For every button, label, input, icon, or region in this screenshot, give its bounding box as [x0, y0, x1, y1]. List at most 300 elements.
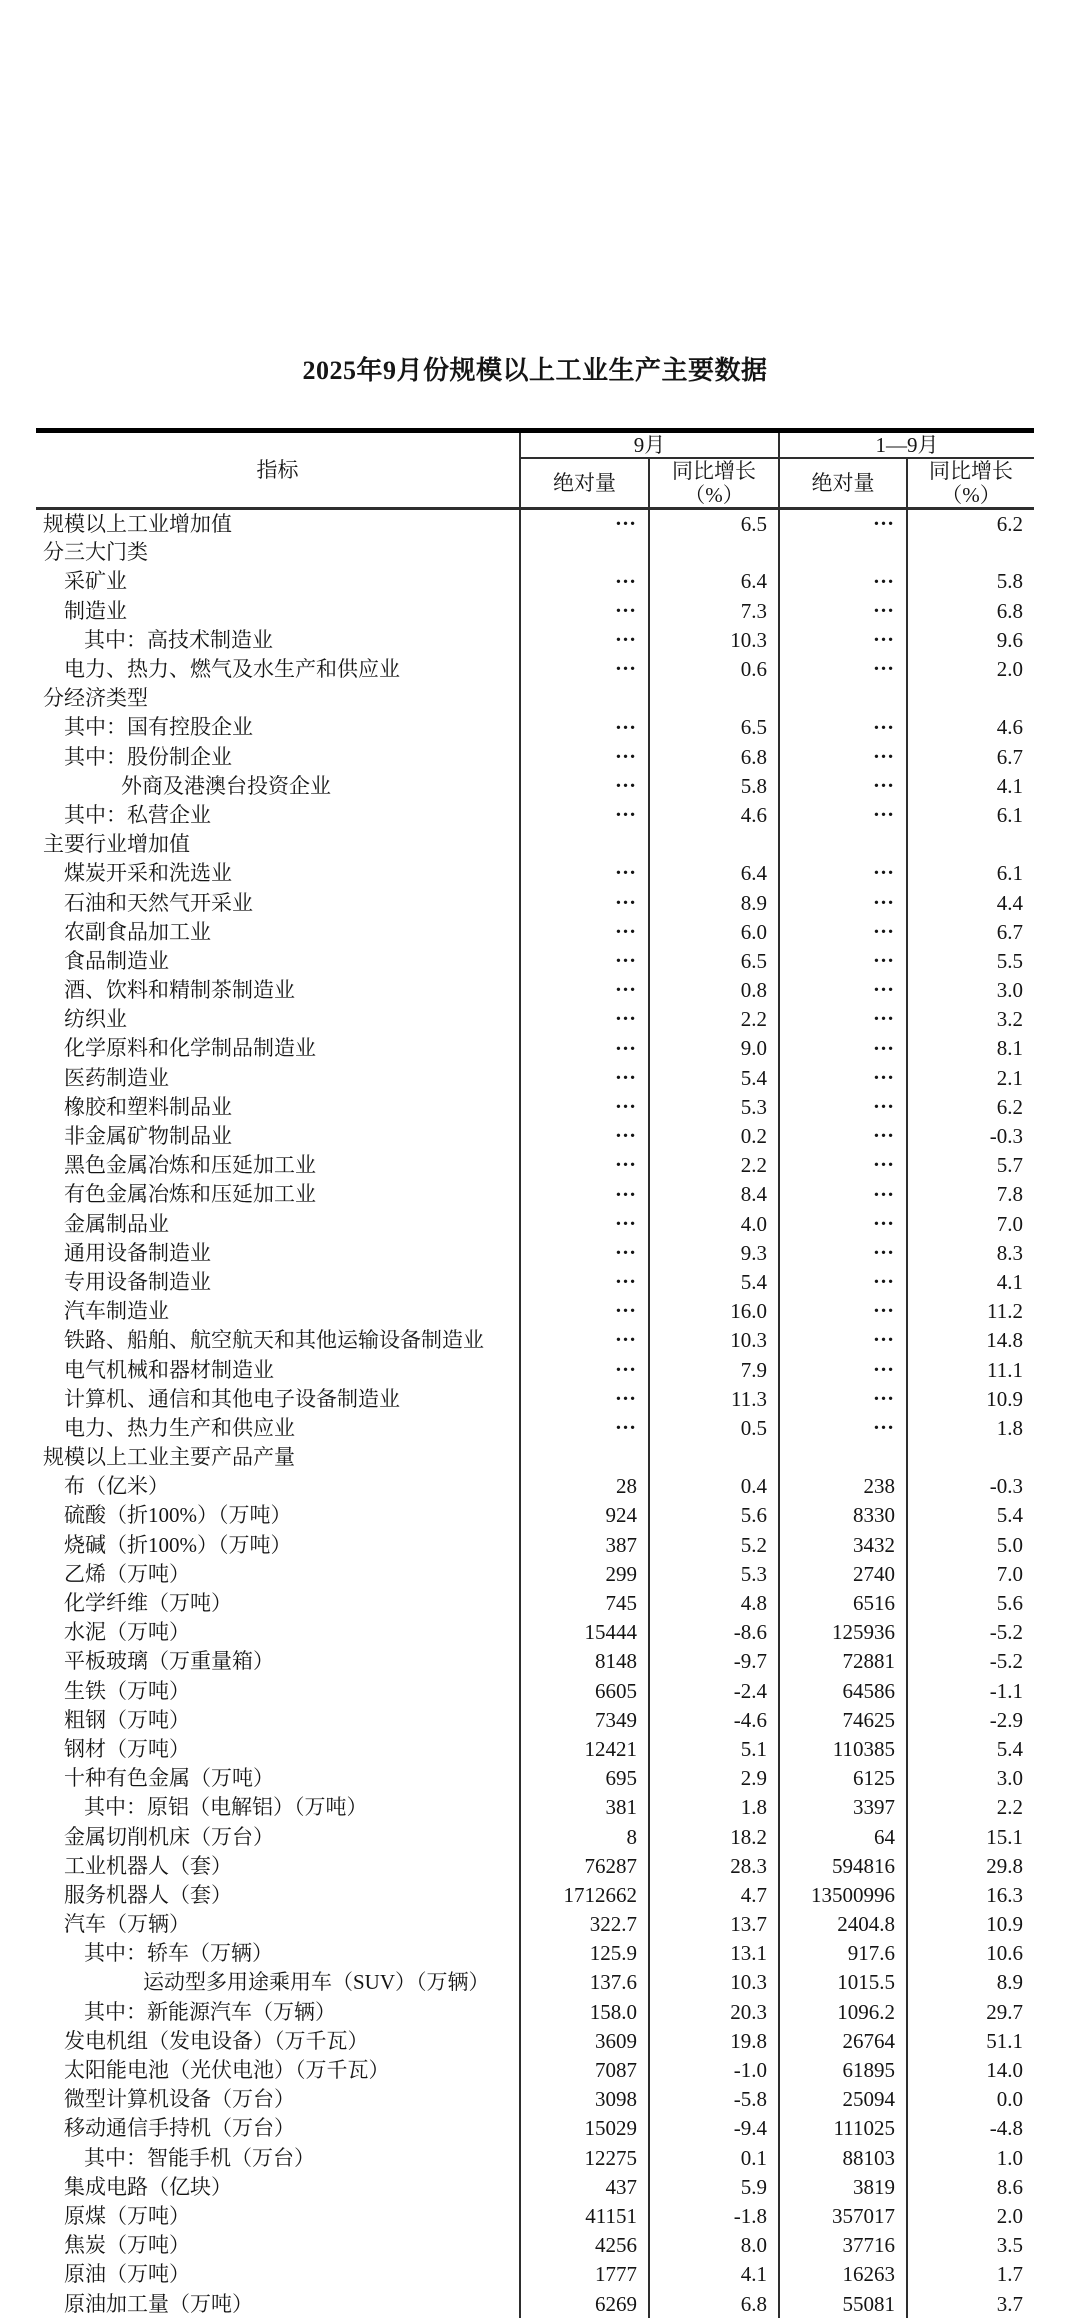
ellipsis-placeholder: … [873, 1092, 895, 1113]
value-cell-sep-absolute [520, 1443, 649, 1472]
value-cell-sep-absolute: 15444 [520, 1618, 649, 1647]
ellipsis-placeholder: … [873, 917, 895, 938]
value-cell-sep-yoy: -2.4 [649, 1676, 779, 1705]
value-cell-sep-yoy: 0.6 [649, 654, 779, 683]
value-cell-cum-yoy [907, 830, 1034, 859]
value-cell-cum-absolute: 8330 [779, 1501, 907, 1530]
value-cell-cum-yoy: 1.8 [996, 1415, 1023, 1440]
value-cell-sep-absolute [520, 771, 649, 800]
value-cell-sep-absolute [520, 509, 649, 538]
value-cell-sep-absolute [520, 976, 649, 1005]
table-row [36, 713, 1034, 742]
value-cell-cum-yoy: 6.1 [996, 861, 1023, 886]
ellipsis-placeholder: … [615, 1296, 637, 1318]
ellipsis-placeholder: … [873, 800, 895, 822]
table-row [36, 538, 1034, 567]
table-row [36, 1588, 1034, 1617]
value-cell-sep-absolute [520, 1005, 649, 1034]
table-row [36, 1822, 1034, 1851]
value-cell-sep-yoy: 4.6 [649, 800, 779, 829]
indicator-cell: 其中：私营企业 [36, 800, 520, 829]
ellipsis-placeholder: … [873, 1384, 895, 1405]
value-cell-sep-yoy: 18.2 [649, 1822, 779, 1851]
value-cell-cum-absolute [779, 684, 907, 713]
indicator-cell: 硫酸（折100%）（万吨） [36, 1501, 520, 1530]
value-cell-cum-absolute [779, 1267, 907, 1296]
value-cell-cum-yoy: 2.1 [996, 1065, 1023, 1090]
value-cell-sep-absolute [520, 742, 649, 771]
value-cell-cum-absolute [779, 1005, 907, 1034]
table-row [36, 1005, 1034, 1034]
value-cell-sep-absolute: 1712662 [520, 1880, 649, 1909]
value-cell-sep-absolute: 6269 [520, 2289, 649, 2318]
value-cell-sep-absolute [520, 1297, 649, 1326]
value-cell-cum-yoy: 10.6 [986, 1941, 1023, 1966]
table-row [36, 2114, 1034, 2143]
value-cell-sep-absolute [520, 917, 649, 946]
value-cell-sep-absolute [520, 1326, 649, 1355]
table-row [36, 1297, 1034, 1326]
value-cell-sep-absolute [520, 1121, 649, 1150]
value-cell-cum-absolute [779, 509, 907, 538]
ellipsis-placeholder: … [873, 1238, 895, 1259]
value-cell-sep-absolute: 15029 [520, 2114, 649, 2143]
value-cell-cum-absolute: 37716 [779, 2231, 907, 2260]
value-cell-cum-yoy: 3.2 [996, 1007, 1023, 1032]
value-cell-cum-yoy: 3.0 [996, 1766, 1023, 1791]
value-cell-sep-absolute: 158.0 [520, 1997, 649, 2026]
ellipsis-placeholder: … [873, 508, 895, 530]
value-cell-sep-yoy: 5.3 [649, 1092, 779, 1121]
value-cell-sep-yoy: 8.0 [649, 2231, 779, 2260]
value-cell-cum-absolute [779, 1443, 907, 1472]
value-cell-cum-yoy: 6.7 [996, 919, 1023, 944]
table-row [36, 917, 1034, 946]
value-cell-cum-yoy: 11.2 [987, 1299, 1023, 1324]
value-cell-cum-yoy: -1.1 [989, 1678, 1023, 1703]
value-cell-cum-absolute: 3819 [779, 2172, 907, 2201]
table-row [36, 1764, 1034, 1793]
value-cell-sep-absolute: 12421 [520, 1734, 649, 1763]
value-cell-cum-absolute: 2740 [779, 1559, 907, 1588]
header-row-groups [36, 431, 1034, 459]
value-cell-cum-absolute: 3397 [779, 1793, 907, 1822]
ellipsis-placeholder: … [873, 566, 895, 588]
value-cell-cum-yoy: 5.4 [996, 1736, 1023, 1761]
value-cell-cum-yoy: 1.7 [996, 2262, 1023, 2287]
header-group-jan-sep: 1—9月 [779, 431, 1034, 459]
value-cell-sep-yoy: 0.8 [649, 976, 779, 1005]
value-cell-sep-yoy: 6.4 [649, 859, 779, 888]
value-cell-cum-yoy: 7.8 [996, 1182, 1023, 1207]
ellipsis-placeholder: … [615, 712, 637, 734]
indicator-cell: 非金属矿物制品业 [36, 1121, 520, 1150]
ellipsis-placeholder: … [615, 654, 637, 676]
value-cell-cum-yoy: 2.0 [996, 657, 1023, 682]
indicator-cell: 钢材（万吨） [36, 1734, 520, 1763]
value-cell-cum-absolute: 55081 [779, 2289, 907, 2318]
value-cell-cum-absolute: 1096.2 [779, 1997, 907, 2026]
value-cell-sep-absolute [520, 1034, 649, 1063]
value-cell-cum-absolute: 238 [779, 1472, 907, 1501]
value-cell-sep-absolute: 28 [520, 1472, 649, 1501]
value-cell-sep-yoy [649, 684, 779, 713]
table-row [36, 1238, 1034, 1267]
value-cell-sep-yoy: 2.2 [649, 1151, 779, 1180]
value-cell-sep-yoy: 5.8 [649, 771, 779, 800]
table-row [36, 1413, 1034, 1442]
value-cell-cum-yoy: 0.0 [996, 2087, 1023, 2112]
value-cell-sep-yoy: 5.4 [649, 1063, 779, 1092]
table-row [36, 830, 1034, 859]
value-cell-cum-yoy: 6.2 [996, 511, 1023, 536]
value-cell-sep-absolute: 3609 [520, 2026, 649, 2055]
table-row [36, 2143, 1034, 2172]
value-cell-cum-absolute: 72881 [779, 1647, 907, 1676]
value-cell-cum-yoy: 1.0 [996, 2145, 1023, 2170]
value-cell-sep-absolute: 41151 [520, 2201, 649, 2230]
ellipsis-placeholder: … [873, 887, 895, 909]
value-cell-cum-absolute [779, 1355, 907, 1384]
ellipsis-placeholder: … [615, 1063, 637, 1084]
value-cell-sep-yoy: -5.8 [649, 2085, 779, 2114]
ellipsis-placeholder: … [873, 742, 895, 763]
value-cell-sep-absolute: 695 [520, 1764, 649, 1793]
value-cell-sep-absolute: 12275 [520, 2143, 649, 2172]
value-cell-sep-absolute [520, 1267, 649, 1296]
table-row [36, 1968, 1034, 1997]
ellipsis-placeholder: … [615, 596, 637, 617]
value-cell-cum-yoy: 3.5 [996, 2233, 1023, 2258]
value-cell-sep-yoy: 0.4 [649, 1472, 779, 1501]
ellipsis-placeholder: … [873, 596, 895, 617]
value-cell-cum-yoy: 8.1 [996, 1036, 1023, 1061]
value-cell-sep-yoy: -8.6 [649, 1618, 779, 1647]
indicator-cell: 规模以上工业主要产品产量 [36, 1443, 520, 1472]
value-cell-sep-yoy: -4.6 [649, 1705, 779, 1734]
indicator-cell: 主要行业增加值 [36, 830, 520, 859]
value-cell-cum-yoy [907, 684, 1034, 713]
value-cell-cum-absolute [779, 859, 907, 888]
ellipsis-placeholder: … [873, 625, 895, 646]
header-cum-absolute-label: 绝对量 [811, 471, 875, 495]
value-cell-sep-absolute [520, 1180, 649, 1209]
value-cell-sep-yoy: 0.2 [649, 1121, 779, 1150]
header-group-september: 9月 [520, 431, 779, 459]
value-cell-cum-yoy: 14.8 [986, 1328, 1023, 1353]
value-cell-cum-yoy: 29.8 [986, 1853, 1023, 1878]
ellipsis-placeholder: … [873, 1413, 895, 1435]
indicator-cell: 集成电路（亿块） [36, 2172, 520, 2201]
value-cell-sep-yoy: 6.5 [649, 509, 779, 538]
indicator-cell: 电力、热力、燃气及水生产和供应业 [36, 654, 520, 683]
table-row [36, 800, 1034, 829]
table-row [36, 1384, 1034, 1413]
data-table [36, 428, 1034, 2318]
indicator-cell: 黑色金属冶炼和压延加工业 [36, 1151, 520, 1180]
value-cell-cum-yoy: 5.0 [996, 1532, 1023, 1557]
indicator-cell: 其中：智能手机（万台） [36, 2143, 520, 2172]
value-cell-sep-yoy: 5.6 [649, 1501, 779, 1530]
ellipsis-placeholder: … [873, 1121, 895, 1143]
table-row [36, 1793, 1034, 1822]
value-cell-cum-yoy: 3.7 [996, 2291, 1023, 2316]
indicator-cell: 其中：股份制企业 [36, 742, 520, 771]
value-cell-sep-yoy: 9.3 [649, 1238, 779, 1267]
value-cell-sep-yoy: 2.9 [649, 1764, 779, 1793]
ellipsis-placeholder: … [615, 508, 637, 530]
value-cell-cum-yoy: 2.2 [996, 1795, 1023, 1820]
value-cell-cum-yoy: -2.9 [989, 1707, 1023, 1732]
value-cell-sep-absolute [520, 684, 649, 713]
header-cum-yoy [907, 458, 1034, 509]
indicator-cell: 煤炭开采和洗选业 [36, 859, 520, 888]
value-cell-cum-absolute [779, 1151, 907, 1180]
ellipsis-placeholder: … [615, 975, 637, 997]
indicator-cell: 烧碱（折100%）（万吨） [36, 1530, 520, 1559]
value-cell-cum-yoy: 4.1 [996, 773, 1023, 798]
value-cell-sep-absolute [520, 538, 649, 567]
value-cell-sep-yoy: 10.3 [649, 625, 779, 654]
table-row [36, 1851, 1034, 1880]
ellipsis-placeholder: … [615, 887, 637, 909]
header-sep-yoy [649, 458, 779, 509]
value-cell-sep-absolute [520, 625, 649, 654]
value-cell-sep-yoy: 6.5 [649, 713, 779, 742]
table-row [36, 771, 1034, 800]
indicator-cell: 计算机、通信和其他电子设备制造业 [36, 1384, 520, 1413]
value-cell-sep-absolute: 7087 [520, 2055, 649, 2084]
value-cell-cum-absolute: 110385 [779, 1734, 907, 1763]
value-cell-cum-yoy: -4.8 [989, 2116, 1023, 2141]
ellipsis-placeholder: … [873, 1150, 895, 1172]
table-row [36, 509, 1034, 538]
table-row [36, 946, 1034, 975]
value-cell-sep-yoy: 7.9 [649, 1355, 779, 1384]
indicator-cell: 专用设备制造业 [36, 1267, 520, 1296]
value-cell-cum-absolute: 2404.8 [779, 1910, 907, 1939]
value-cell-sep-yoy: 13.1 [649, 1939, 779, 1968]
value-cell-sep-absolute [520, 1355, 649, 1384]
indicator-cell: 有色金属冶炼和压延加工业 [36, 1180, 520, 1209]
value-cell-sep-yoy: 10.3 [649, 1968, 779, 1997]
value-cell-cum-absolute [779, 625, 907, 654]
indicator-cell: 平板玻璃（万重量箱） [36, 1647, 520, 1676]
table-row [36, 742, 1034, 771]
value-cell-sep-yoy [649, 538, 779, 567]
indicator-cell: 通用设备制造业 [36, 1238, 520, 1267]
value-cell-cum-yoy: -0.3 [989, 1474, 1023, 1499]
table-row [36, 1559, 1034, 1588]
value-cell-cum-absolute: 357017 [779, 2201, 907, 2230]
value-cell-sep-absolute [520, 1413, 649, 1442]
value-cell-cum-absolute [779, 1063, 907, 1092]
value-cell-cum-absolute [779, 654, 907, 683]
value-cell-sep-yoy: 20.3 [649, 1997, 779, 2026]
table-row [36, 1180, 1034, 1209]
table-row [36, 1326, 1034, 1355]
value-cell-sep-yoy: 6.4 [649, 567, 779, 596]
value-cell-cum-absolute [779, 1297, 907, 1326]
value-cell-cum-absolute: 64586 [779, 1676, 907, 1705]
value-cell-cum-absolute: 6516 [779, 1588, 907, 1617]
table-row [36, 1647, 1034, 1676]
indicator-cell: 化学纤维（万吨） [36, 1588, 520, 1617]
value-cell-cum-yoy: 8.3 [996, 1240, 1023, 1265]
ellipsis-placeholder: … [873, 1063, 895, 1084]
table-row [36, 976, 1034, 1005]
value-cell-sep-absolute: 125.9 [520, 1939, 649, 1968]
ellipsis-placeholder: … [615, 1092, 637, 1113]
table-row [36, 1355, 1034, 1384]
indicator-cell: 汽车制造业 [36, 1297, 520, 1326]
table-row [36, 684, 1034, 713]
value-cell-sep-yoy: 11.3 [649, 1384, 779, 1413]
ellipsis-placeholder: … [873, 654, 895, 676]
table-row [36, 1676, 1034, 1705]
value-cell-sep-yoy: 4.8 [649, 1588, 779, 1617]
value-cell-sep-yoy: -9.7 [649, 1647, 779, 1676]
header-cum-yoy-line1: 同比增长 [929, 459, 1013, 483]
ellipsis-placeholder: … [873, 1296, 895, 1318]
value-cell-cum-absolute [779, 1413, 907, 1442]
indicator-cell: 原油（万吨） [36, 2260, 520, 2289]
value-cell-cum-yoy [907, 538, 1034, 567]
header-indicator: 指标 [36, 431, 520, 509]
table-row [36, 1939, 1034, 1968]
indicator-cell: 汽车（万辆） [36, 1910, 520, 1939]
value-cell-cum-absolute: 111025 [779, 2114, 907, 2143]
value-cell-cum-yoy: 29.7 [986, 1999, 1023, 2024]
value-cell-sep-yoy: 4.0 [649, 1209, 779, 1238]
table-row [36, 596, 1034, 625]
ellipsis-placeholder: … [615, 1121, 637, 1143]
indicator-cell: 采矿业 [36, 567, 520, 596]
value-cell-cum-absolute: 88103 [779, 2143, 907, 2172]
table-row [36, 2026, 1034, 2055]
value-cell-cum-absolute [779, 1384, 907, 1413]
table-row [36, 1705, 1034, 1734]
value-cell-cum-absolute [779, 976, 907, 1005]
ellipsis-placeholder: … [615, 1384, 637, 1405]
ellipsis-placeholder: … [873, 858, 895, 880]
value-cell-sep-yoy: 5.9 [649, 2172, 779, 2201]
indicator-cell: 水泥（万吨） [36, 1618, 520, 1647]
table-row [36, 859, 1034, 888]
value-cell-cum-absolute [779, 830, 907, 859]
value-cell-sep-yoy: 8.4 [649, 1180, 779, 1209]
value-cell-cum-yoy: 5.8 [996, 569, 1023, 594]
table-row [36, 1267, 1034, 1296]
indicator-cell: 乙烯（万吨） [36, 1559, 520, 1588]
table-row [36, 654, 1034, 683]
value-cell-cum-absolute [779, 800, 907, 829]
table-row [36, 1063, 1034, 1092]
value-cell-sep-yoy: 6.5 [649, 946, 779, 975]
table-row [36, 1910, 1034, 1939]
header-sep-absolute-label: 绝对量 [553, 471, 616, 495]
value-cell-cum-absolute [779, 1326, 907, 1355]
ellipsis-placeholder: … [615, 858, 637, 880]
value-cell-cum-absolute [779, 771, 907, 800]
ellipsis-placeholder: … [615, 917, 637, 938]
value-cell-sep-yoy: 19.8 [649, 2026, 779, 2055]
value-cell-sep-absolute [520, 859, 649, 888]
indicator-cell: 十种有色金属（万吨） [36, 1764, 520, 1793]
indicator-cell: 纺织业 [36, 1005, 520, 1034]
ellipsis-placeholder: … [615, 800, 637, 822]
value-cell-cum-absolute [779, 567, 907, 596]
value-cell-cum-yoy: -5.2 [989, 1620, 1023, 1645]
indicator-cell: 微型计算机设备（万台） [36, 2085, 520, 2114]
table-row [36, 888, 1034, 917]
value-cell-cum-absolute [779, 538, 907, 567]
indicator-cell: 其中：国有控股企业 [36, 713, 520, 742]
table-row [36, 625, 1034, 654]
value-cell-cum-absolute: 6125 [779, 1764, 907, 1793]
value-cell-cum-yoy: 16.3 [986, 1882, 1023, 1907]
value-cell-cum-absolute [779, 1238, 907, 1267]
value-cell-cum-absolute [779, 1121, 907, 1150]
value-cell-sep-yoy: 4.1 [649, 2260, 779, 2289]
value-cell-cum-yoy: 15.1 [986, 1824, 1023, 1849]
value-cell-sep-yoy: 9.0 [649, 1034, 779, 1063]
indicator-cell: 发电机组（发电设备）（万千瓦） [36, 2026, 520, 2055]
ellipsis-placeholder: … [615, 625, 637, 646]
table-row [36, 2055, 1034, 2084]
value-cell-sep-yoy: 1.8 [649, 1793, 779, 1822]
value-cell-sep-absolute [520, 596, 649, 625]
value-cell-cum-yoy: 7.0 [996, 1561, 1023, 1586]
value-cell-sep-absolute: 137.6 [520, 1968, 649, 1997]
value-cell-cum-absolute: 25094 [779, 2085, 907, 2114]
value-cell-cum-absolute [779, 1034, 907, 1063]
value-cell-sep-yoy: -1.8 [649, 2201, 779, 2230]
indicator-cell: 原油加工量（万吨） [36, 2289, 520, 2318]
value-cell-cum-yoy: 4.1 [996, 1269, 1023, 1294]
value-cell-sep-yoy [649, 830, 779, 859]
value-cell-cum-yoy: 2.0 [996, 2203, 1023, 2228]
ellipsis-placeholder: … [873, 1179, 895, 1201]
value-cell-cum-absolute: 594816 [779, 1851, 907, 1880]
value-cell-cum-absolute: 13500996 [779, 1880, 907, 1909]
value-cell-sep-yoy: 8.9 [649, 888, 779, 917]
value-cell-cum-yoy: 5.4 [996, 1503, 1023, 1528]
header-sep-yoy-line2: （%） [684, 483, 744, 507]
ellipsis-placeholder: … [615, 1267, 637, 1289]
header-cum-yoy-line2: （%） [941, 483, 1001, 507]
value-cell-cum-yoy: 8.6 [996, 2174, 1023, 2199]
indicator-cell: 橡胶和塑料制品业 [36, 1092, 520, 1121]
ellipsis-placeholder: … [873, 771, 895, 792]
table-row [36, 2172, 1034, 2201]
value-cell-cum-yoy: 10.9 [986, 1386, 1023, 1411]
value-cell-sep-absolute: 1777 [520, 2260, 649, 2289]
value-cell-sep-yoy: 4.7 [649, 1880, 779, 1909]
value-cell-cum-yoy: 4.4 [996, 890, 1023, 915]
indicator-cell: 其中：原铝（电解铝）（万吨） [36, 1793, 520, 1822]
ellipsis-placeholder: … [873, 1354, 895, 1376]
value-cell-sep-absolute: 8 [520, 1822, 649, 1851]
value-cell-sep-absolute: 6605 [520, 1676, 649, 1705]
page-title: 2025年9月份规模以上工业生产主要数据 [302, 356, 768, 386]
table-row [36, 1151, 1034, 1180]
value-cell-sep-absolute [520, 1092, 649, 1121]
value-cell-cum-yoy: 14.0 [986, 2058, 1023, 2083]
value-cell-sep-absolute: 7349 [520, 1705, 649, 1734]
header-cum-absolute [779, 458, 907, 509]
value-cell-sep-absolute: 381 [520, 1793, 649, 1822]
